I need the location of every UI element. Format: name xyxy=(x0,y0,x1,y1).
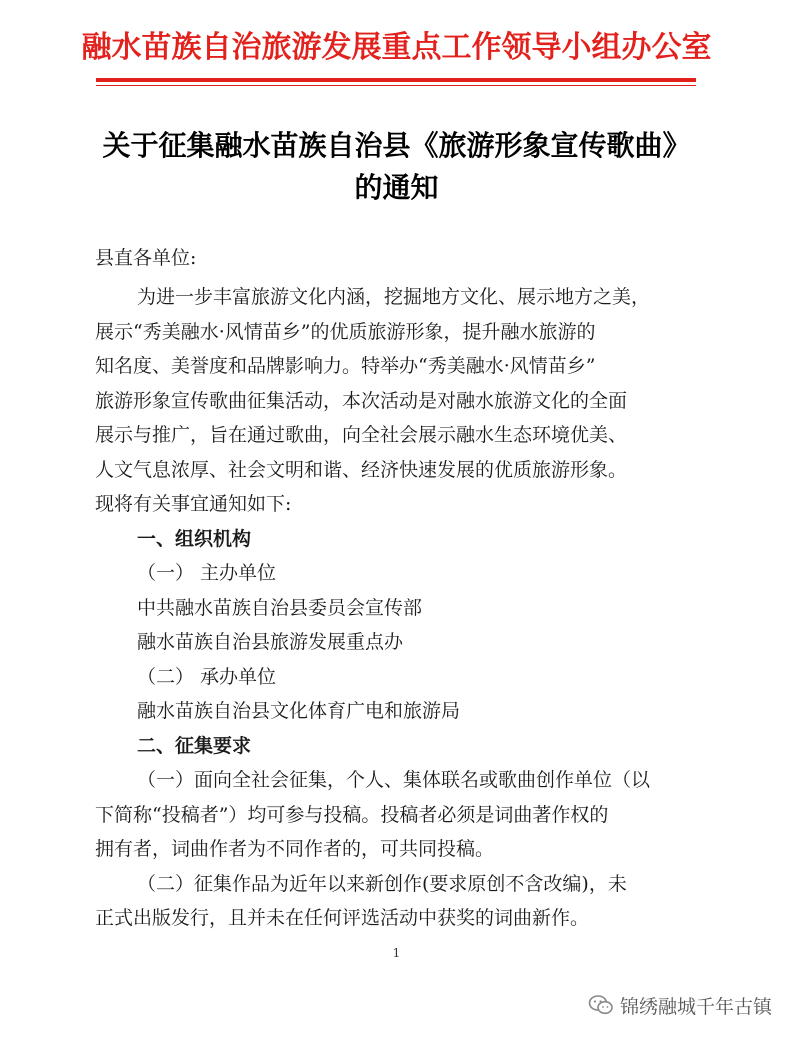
subsection-heading: （一） 主办单位 xyxy=(137,562,277,584)
organizer-item: 融水苗族自治县旅游发展重点办 xyxy=(137,631,404,653)
office-header: 融水苗族自治旅游发展重点工作领导小组办公室 xyxy=(81,30,712,65)
requirement-line: （二）征集作品为近年以来新创作(要求原创不含改编)，未 xyxy=(137,873,627,895)
intro-line: 旅游形象宣传歌曲征集活动，本次活动是对融水旅游文化的全面 xyxy=(95,390,628,412)
section-heading: 一、组织机构 xyxy=(137,528,252,550)
intro-line: 知名度、美誉度和品牌影响力。特举办“秀美融水·风情苗乡” xyxy=(95,355,596,377)
requirement-line: 拥有者，词曲作者为不同作者的，可共同投稿。 xyxy=(95,838,495,860)
intro-line: 展示“秀美融水·风情苗乡”的优质旅游形象，提升融水旅游的 xyxy=(95,321,596,343)
section-heading: 二、征集要求 xyxy=(137,735,252,757)
subsection-heading: （二） 承办单位 xyxy=(137,666,277,688)
wechat-icon xyxy=(588,994,614,1016)
salutation: 县直各单位: xyxy=(95,247,197,269)
header-rule-thick xyxy=(96,78,696,82)
requirement-line: 正式出版发行，且并未在任何评选活动中获奖的词曲新作。 xyxy=(95,907,590,929)
organizer-item: 融水苗族自治县文化体育广电和旅游局 xyxy=(137,700,461,722)
watermark-text: 锦绣融城千年古镇 xyxy=(620,995,773,1018)
page-number: 1 xyxy=(392,946,401,960)
intro-line: 展示与推广，旨在通过歌曲，向全社会展示融水生态环境优美、 xyxy=(95,424,628,446)
intro-line: 人文气息浓厚、社会文明和谐、经济快速发展的优质旅游形象。 xyxy=(95,459,628,481)
header-rule-thin xyxy=(96,85,696,86)
document-title-line2: 的通知 xyxy=(354,171,439,204)
intro-line: 现将有关事宜通知如下: xyxy=(95,493,292,515)
requirement-line: （一）面向全社会征集，个人、集体联名或歌曲创作单位（以 xyxy=(137,769,651,791)
document-title-line1: 关于征集融水苗族自治县《旅游形象宣传歌曲》 xyxy=(102,129,691,162)
organizer-item: 中共融水苗族自治县委员会宣传部 xyxy=(137,597,423,619)
watermark xyxy=(588,990,772,1020)
intro-line: 为进一步丰富旅游文化内涵，挖掘地方文化、展示地方之美， xyxy=(137,286,651,308)
requirement-line: 下简称“投稿者”）均可参与投稿。投稿者必须是词曲著作权的 xyxy=(95,804,609,826)
